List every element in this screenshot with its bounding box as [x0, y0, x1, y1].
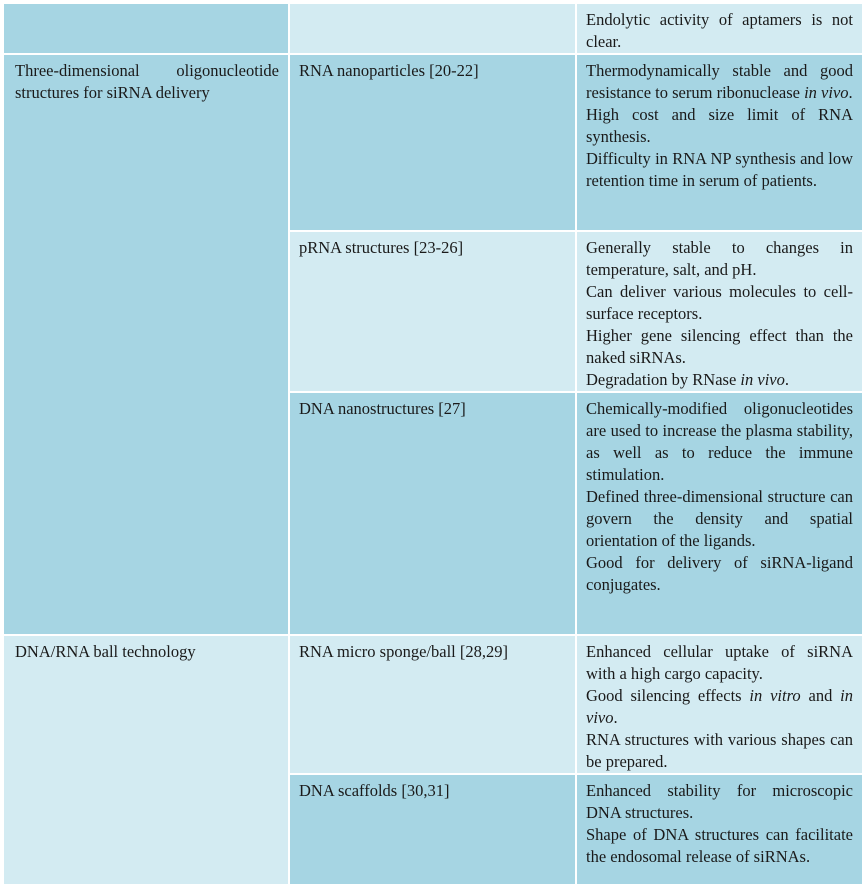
note-text: Shape of DNA structures can facilitate the endosomal release of siRNAs.: [586, 825, 853, 866]
note-text: Enhanced cellular uptake of siRNA with a high cargo capacity.: [586, 642, 853, 683]
note-text: Enhanced stability for microscopic DNA structures.: [586, 781, 853, 822]
table-row: [3, 3, 863, 54]
note-text: Difficulty in RNA NP synthesis and low retention time in serum of patients.: [586, 149, 853, 190]
note-text-part: and: [800, 686, 841, 705]
note-text-part: Thermodynamically stable and good resistance to serum ribonuclease: [586, 61, 853, 102]
note-text-italic: in vitro: [749, 686, 801, 705]
note-text-part: .: [613, 708, 618, 727]
note-text: [586, 685, 853, 729]
notes-cell: [576, 392, 863, 635]
note-text: Good for delivery of siRNA-ligand conjugates.: [586, 553, 853, 594]
notes-cell: [576, 635, 863, 774]
notes-cell: [576, 54, 863, 231]
method-cell: DNA nanostructures [27]: [289, 392, 576, 635]
note-text-part: Good silencing effects: [586, 686, 750, 705]
note-text: Can deliver various molecules to cell-surface receptors.: [586, 282, 853, 323]
notes-cell: [576, 231, 863, 392]
note-text: Generally stable to changes in temperature, salt, and pH.: [586, 238, 853, 279]
note-text: Higher gene silencing effect than the naked siRNAs.: [586, 326, 853, 367]
category-cell: [3, 3, 289, 54]
note-text: High cost and size limit of RNA synthesis.: [586, 105, 853, 146]
method-cell: DNA scaffolds [30,31]: [289, 774, 576, 885]
method-cell: RNA micro sponge/ball [28,29]: [289, 635, 576, 774]
note-text-part: .: [784, 370, 789, 389]
note-text: Defined three-dimensional structure can govern the density and spatial orientation of the ligands.: [586, 487, 853, 550]
note-text: Chemically-modified oligonucleotides are used to increase the plasma stability, as well as to reduce the immune stimulation.: [586, 399, 853, 484]
note-text-part: Degradation by RNase: [586, 370, 741, 389]
note-text-italic: in vivo: [804, 83, 849, 102]
delivery-methods-table: [2, 2, 864, 886]
note-text-part: .: [848, 83, 853, 102]
category-cell: Three-dimensional oligonucleotide structures for siRNA delivery: [3, 54, 289, 635]
method-cell: [289, 3, 576, 54]
note-text: [586, 60, 853, 104]
method-cell: pRNA structures [23-26]: [289, 231, 576, 392]
note-text: [586, 369, 853, 391]
method-cell: RNA nanoparticles [20-22]: [289, 54, 576, 231]
note-text: Endolytic activity of aptamers is not clear.: [586, 10, 853, 51]
note-text-italic: in vivo: [740, 370, 785, 389]
note-text-italic: in vivo: [586, 686, 854, 727]
category-cell: DNA/RNA ball technology: [3, 635, 289, 885]
table-row: [3, 54, 863, 231]
table-row: [3, 635, 863, 774]
notes-cell: [576, 774, 863, 885]
notes-cell: [576, 3, 863, 54]
note-text: RNA structures with various shapes can be prepared.: [586, 730, 853, 771]
